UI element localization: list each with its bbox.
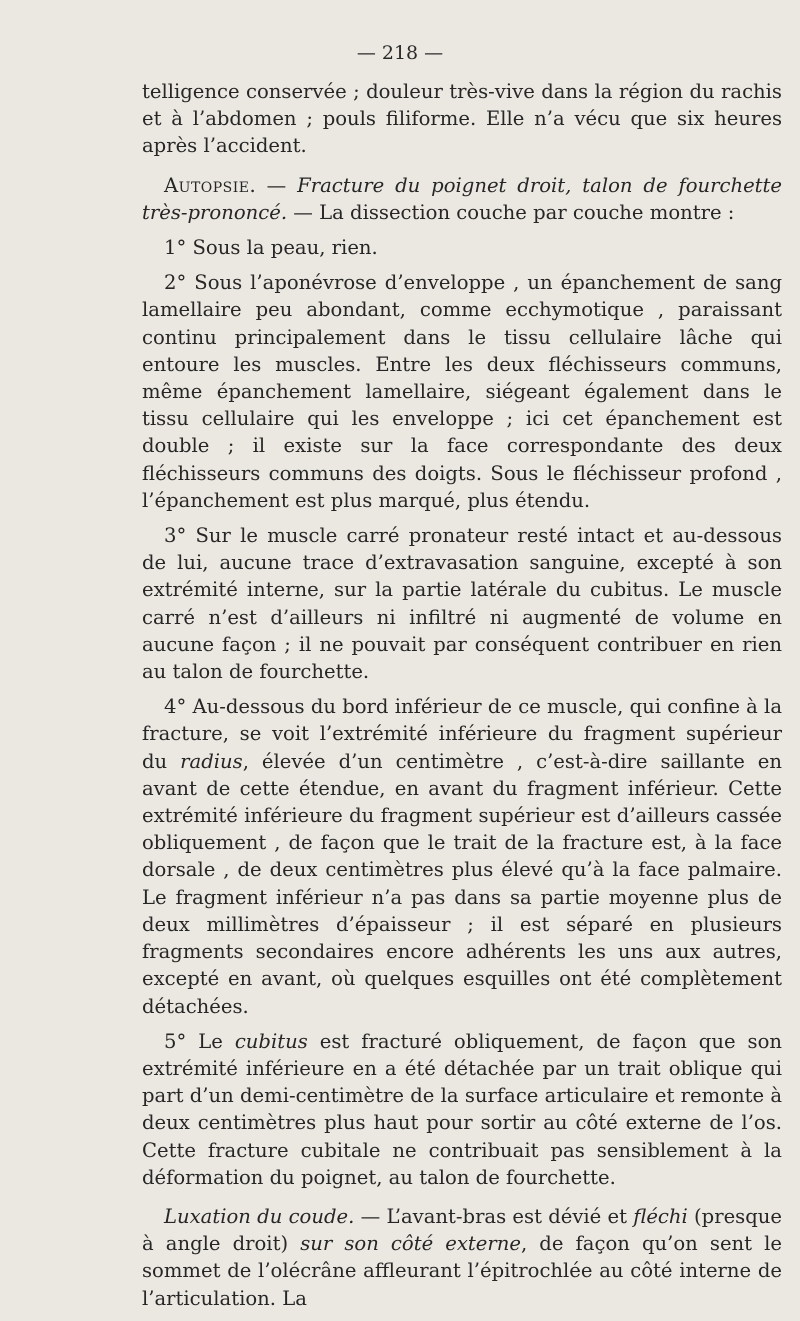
luxation-heading: Luxation du coude. — [164, 1204, 355, 1228]
luxation-externe: sur son côté externe — [300, 1232, 521, 1256]
item-5-text-a: 5° Le — [164, 1029, 235, 1053]
paragraph-item-2: 2° Sous l’aponévrose d’enveloppe , un épanchement de sang lamellaire peu abondant, comme ecchymotique , paraissant continu principalement dans le tissu cellulaire lâche qui entoure les muscles. Entre les deux fléchisseurs communs, même épanchement lamellaire, siégeant également dans le tissu cellulaire qui les enveloppe ; ici cet épanchement est double ; il existe sur la face correspondante des deux fléchisseurs communs des doigts. Sous le fléchisseur profond , l’épanchement est plus marqué, plus étendu. — [142, 271, 782, 512]
luxation-text-2: (presque à angle droit) — [142, 1204, 782, 1256]
autopsie-heading: Autopsie — [164, 173, 250, 197]
luxation-text-3: , de façon qu’on sent le sommet de l’olécrâne affleurant l’épitrochlée au côté interne de l’articulation. La — [142, 1232, 782, 1310]
autopsie-italic: Fracture du poignet droit, talon de fourchette très-prononcé. — [142, 173, 783, 224]
luxation-text-1: — L’avant-bras est dévié et — [354, 1204, 634, 1228]
page-number: — 218 — — [356, 42, 444, 64]
autopsie-dash: . — — [249, 173, 298, 197]
item-4-text-a: 4° Au-dessous du bord inférieur de ce muscle, qui confine à la fracture, se voit l’extrémité inférieure du fragment supérieur du — [142, 695, 782, 773]
paragraph-continuation: telligence conservée ; douleur très-vive dans la région du rachis et à l’abdomen ; pouls filiforme. Elle n’a vécu que six heures après l’accident. — [142, 80, 782, 158]
body-text — [142, 78, 782, 1312]
autopsie-rest: — La dissection couche par couche montre : — [287, 200, 735, 224]
item-5-cubitus: cubitus — [234, 1029, 308, 1053]
paragraph-luxation — [142, 1203, 782, 1312]
item-5-text-b: est fracturé obliquement, de façon que son extrémité inférieure en a été détachée par un trait oblique qui part d’un demi-centimètre de la surface articulaire et remonte à deux centimètres plus haut pour sortir au côté externe de l’os. Cette fracture cubitale ne contribuait pas sensiblement à la déformation du poignet, au talon de fourchette. — [142, 1029, 782, 1189]
paragraph-item-3: 3° Sur le muscle carré pronateur resté intact et au-dessous de lui, aucune trace d’extravasation sanguine, excepté à son extrémité interne, sur la partie latérale du cubitus. Le muscle carré n’est d’ailleurs ni infiltré ni augmenté de volume en aucune façon ; il ne pouvait par conséquent contribuer en rien au talon de fourchette. — [142, 524, 782, 684]
paragraph-item-4 — [142, 693, 782, 1019]
item-4-text-b: , élevée d’un centimètre , c’est-à-dire saillante en avant de cette étendue, en avant du fragment inférieur. Cette extrémité inférieure du fragment supérieur est d’ailleurs cassée obliquement , de façon que le trait de la fracture est, à la face dorsale , de deux centimètres plus élevé qu’à la face palmaire. Le fragment inférieur n’a pas dans sa partie moyenne plus de deux millimètres d’épaisseur ; il est séparé en plusieurs fragments secondaires encore adhérents les uns aux autres, excepté en avant, où quelques esquilles ont été complètement détachées. — [142, 749, 782, 1018]
paragraph-autopsie — [142, 172, 782, 226]
luxation-flechi: fléchi — [633, 1204, 688, 1228]
paragraph-item-5 — [142, 1028, 782, 1191]
item-4-radius: radius — [180, 749, 243, 773]
paragraph-item-1: 1° Sous la peau, rien. — [164, 236, 378, 260]
